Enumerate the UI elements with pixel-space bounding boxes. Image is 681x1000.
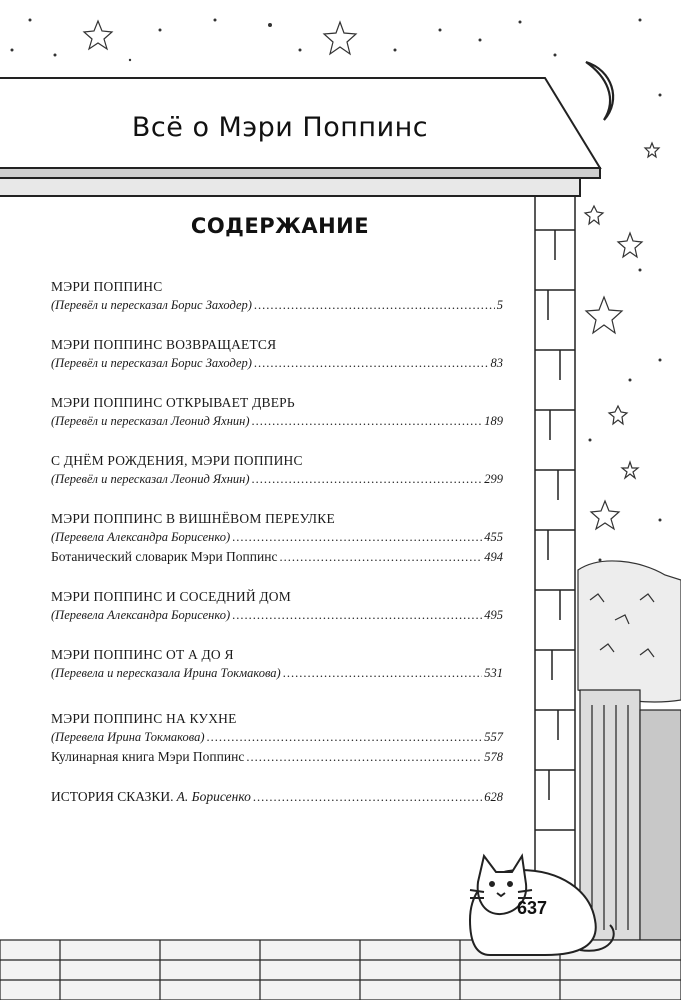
dot-leader xyxy=(246,748,482,767)
translator-credit: (Перевёл и пересказал Борис Заходер) xyxy=(51,356,252,370)
toc-entry-title: МЭРИ ПОППИНС НА КУХНЕ xyxy=(51,711,237,726)
toc-entry-title: МЭРИ ПОППИНС ОТКРЫВАЕТ ДВЕРЬ xyxy=(51,395,295,410)
toc-entry xyxy=(51,645,503,683)
dot-leader xyxy=(232,606,482,625)
page-ref: 628 xyxy=(484,790,503,804)
dot-leader xyxy=(206,728,482,747)
toc-entry xyxy=(51,709,503,767)
table-of-contents xyxy=(51,277,503,827)
toc-line xyxy=(51,528,503,547)
appendix-title: Ботанический словарик Мэри Поппинс xyxy=(51,549,278,564)
translator-credit: (Перевёл и пересказал Борис Заходер) xyxy=(51,298,252,312)
dot-leader xyxy=(254,354,489,373)
building-icon xyxy=(580,690,681,940)
page-ref: 531 xyxy=(484,666,503,680)
translator-credit: (Перевела Александра Борисенко) xyxy=(51,530,231,544)
toc-line xyxy=(51,354,503,373)
toc-entry xyxy=(51,509,503,567)
toc-line xyxy=(51,664,503,683)
page-ref: 189 xyxy=(484,414,503,428)
translator-credit: (Перевела и пересказала Ирина Токмакова) xyxy=(51,666,281,680)
toc-line xyxy=(51,412,503,431)
dot-leader xyxy=(279,548,482,567)
tree-icon xyxy=(578,561,681,702)
page-ref: 495 xyxy=(484,608,503,622)
toc-line xyxy=(51,296,503,315)
toc-line xyxy=(51,787,503,807)
dot-leader xyxy=(283,664,483,683)
toc-line xyxy=(51,728,503,747)
dot-leader xyxy=(254,296,495,315)
toc-entry xyxy=(51,587,503,625)
page-number: 637 xyxy=(517,898,548,918)
brick-column xyxy=(535,196,575,940)
page-ref: 83 xyxy=(490,356,503,370)
translator-credit: (Перевела Александра Борисенко) xyxy=(51,608,231,622)
toc-entry-title: С ДНЁМ РОЖДЕНИЯ, МЭРИ ПОППИНС xyxy=(51,453,303,468)
dot-leader xyxy=(252,470,483,489)
dot-leader xyxy=(253,788,482,807)
appendix-title: Кулинарная книга Мэри Поппинс xyxy=(51,749,245,764)
page-ref: 455 xyxy=(484,530,503,544)
toc-line xyxy=(51,547,503,567)
dot-leader xyxy=(252,412,483,431)
toc-entry xyxy=(51,787,503,807)
toc-line xyxy=(51,470,503,489)
page-ref: 299 xyxy=(484,472,503,486)
page-ref: 494 xyxy=(484,550,503,564)
author-name: А. Борисенко xyxy=(176,789,251,804)
toc-entry-title: МЭРИ ПОППИНС xyxy=(51,279,163,294)
toc-line xyxy=(51,606,503,625)
toc-entry xyxy=(51,277,503,315)
page-ref: 578 xyxy=(484,750,503,764)
toc-line xyxy=(51,747,503,767)
toc-entry-title: ИСТОРИЯ СКАЗКИ. xyxy=(51,789,174,804)
toc-entry-title: МЭРИ ПОППИНС ВОЗВРАЩАЕТСЯ xyxy=(51,337,277,352)
toc-entry xyxy=(51,451,503,489)
page-ref: 5 xyxy=(496,298,503,312)
book-title: Всё о Мэри Поппинс xyxy=(131,112,429,143)
page-ref: 557 xyxy=(484,730,503,744)
toc-entry-title: МЭРИ ПОППИНС В ВИШНЁВОМ ПЕРЕУЛКЕ xyxy=(51,511,335,526)
translator-credit: (Перевёл и пересказал Леонид Яхнин) xyxy=(51,414,250,428)
toc-entry xyxy=(51,335,503,373)
toc-entry-title: МЭРИ ПОППИНС И СОСЕДНИЙ ДОМ xyxy=(51,589,291,604)
contents-heading: СОДЕРЖАНИЕ xyxy=(190,214,370,238)
translator-credit: (Перевёл и пересказал Леонид Яхнин) xyxy=(51,472,250,486)
dot-leader xyxy=(232,528,482,547)
toc-entry xyxy=(51,393,503,431)
translator-credit: (Перевела Ирина Токмакова) xyxy=(51,730,205,744)
toc-entry-title: МЭРИ ПОППИНС ОТ А ДО Я xyxy=(51,647,234,662)
